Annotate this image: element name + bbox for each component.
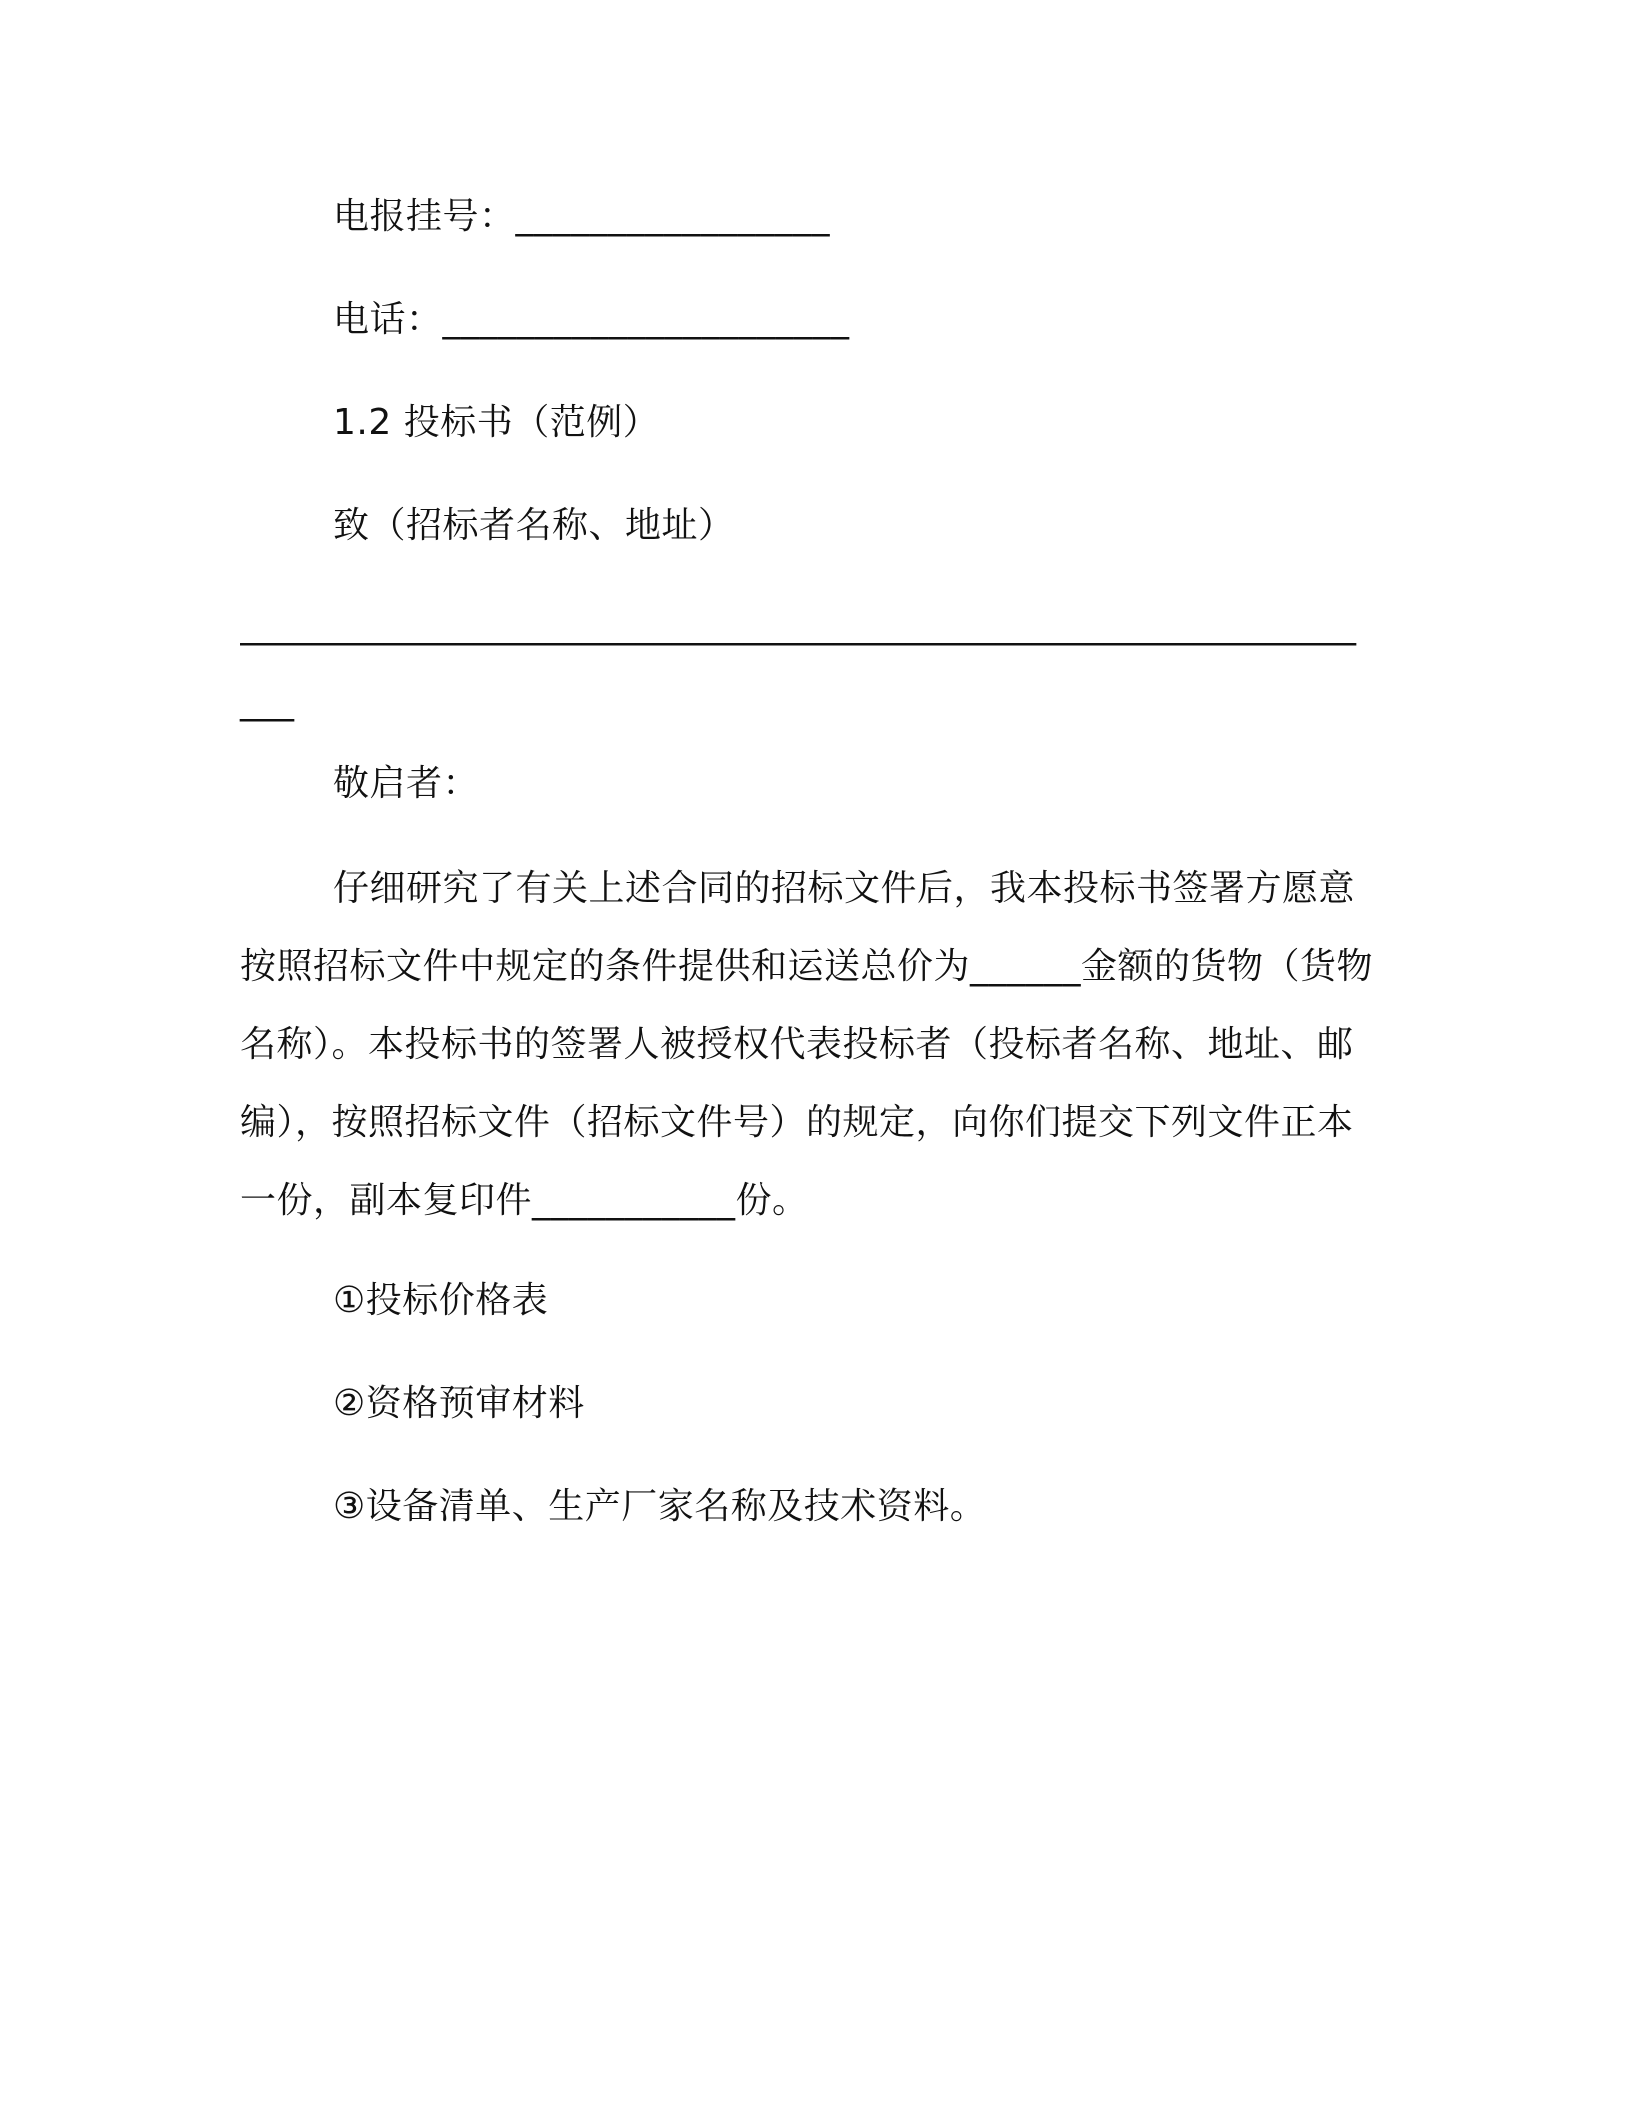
amount-blank: ______ (970, 946, 1082, 987)
body-part-2: 金额的货物（货物名称）。本投标书的签署人被授权代表投标者（投标者名称、地址、邮编），按照招标文件（招标文件号）的规定，向你们提交下列文件正本一份，副本复印件 (240, 946, 1374, 1221)
salutation: 敬启者： (333, 763, 480, 804)
body-part-1: 仔细研究了有关上述合同的招标文件后，我本投标书签署方愿意按照招标文件中规定的条件提供和运送总价为 (240, 868, 1356, 987)
list-item: ③设备清单、生产厂家名称及技术资料。 (333, 1486, 987, 1527)
phone-label: 电话： (333, 299, 443, 340)
body-part-3: 份。 (735, 1180, 809, 1221)
address-blank-cont: ___ (240, 681, 294, 722)
telegraph-blank: _________________ (515, 196, 831, 237)
telegraph-label: 电报挂号： (333, 196, 516, 237)
list-item: ①投标价格表 (333, 1280, 549, 1321)
phone-line (333, 298, 850, 342)
section-heading: 1.2 投标书（范例） (333, 402, 660, 443)
address-blank-line: ______________________________________________________________ (240, 605, 1356, 646)
copies-blank: ___________ (532, 1180, 736, 1221)
list-item: ②资格预审材料 (333, 1383, 585, 1424)
body-paragraph (240, 850, 1376, 1240)
phone-blank: ______________________ (442, 299, 850, 340)
telegraph-line (333, 195, 830, 239)
to-line: 致（招标者名称、地址） (333, 505, 735, 546)
